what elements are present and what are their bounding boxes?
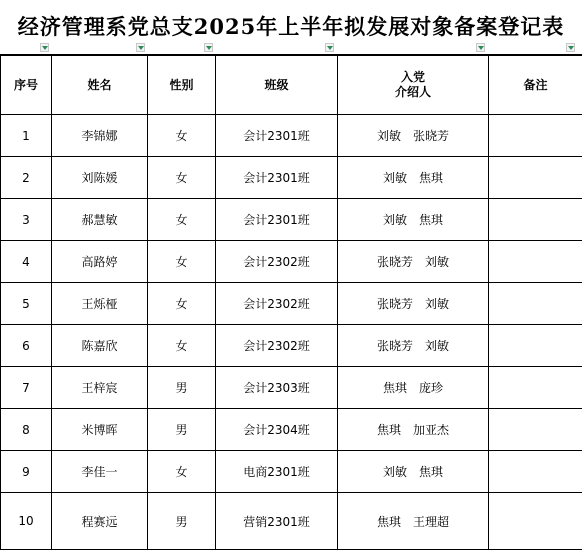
cell-name[interactable]: 李佳一 [52, 451, 148, 493]
title-row [0, 0, 582, 55]
cell-gender[interactable]: 女 [148, 283, 216, 325]
cell-index[interactable]: 3 [1, 199, 52, 241]
introducer-1: 刘敏 [382, 465, 407, 479]
cell-index[interactable]: 9 [1, 451, 52, 493]
cell-remark[interactable] [489, 451, 582, 493]
cell-remark[interactable] [489, 199, 582, 241]
cell-remark[interactable] [489, 325, 582, 367]
filter-dropdown-gender-icon[interactable] [204, 43, 213, 52]
sheet-title: 经济管理系党总支2025年上半年拟发展对象备案登记表 [17, 14, 565, 39]
header-index[interactable]: 序号 [1, 56, 52, 115]
cell-class[interactable]: 会计2302班 [216, 325, 338, 367]
introducer-2: 刘敏 [425, 297, 450, 311]
cell-name[interactable]: 刘陈媛 [52, 157, 148, 199]
introducer-2: 庞珍 [419, 381, 444, 395]
header-gender[interactable]: 性别 [148, 56, 216, 115]
header-name[interactable]: 姓名 [52, 56, 148, 115]
cell-class[interactable]: 会计2303班 [216, 367, 338, 409]
cell-index[interactable]: 10 [1, 493, 52, 550]
cell-index[interactable]: 1 [1, 115, 52, 157]
cell-introducer[interactable] [338, 157, 489, 199]
cell-introducer[interactable] [338, 451, 489, 493]
cell-name[interactable]: 程赛远 [52, 493, 148, 550]
cell-class[interactable]: 会计2301班 [216, 199, 338, 241]
cell-name[interactable]: 米博晖 [52, 409, 148, 451]
cell-index[interactable]: 2 [1, 157, 52, 199]
cell-gender[interactable]: 男 [148, 367, 216, 409]
cell-gender[interactable]: 男 [148, 409, 216, 451]
table-row [1, 115, 582, 157]
table-row [1, 157, 582, 199]
introducer-1: 张晓芳 [376, 255, 413, 269]
cell-name[interactable]: 李锦娜 [52, 115, 148, 157]
cell-remark[interactable] [489, 493, 582, 550]
table-row [1, 451, 582, 493]
cell-introducer[interactable] [338, 409, 489, 451]
cell-class[interactable]: 会计2301班 [216, 157, 338, 199]
table-row [1, 241, 582, 283]
cell-name[interactable]: 陈嘉欣 [52, 325, 148, 367]
cell-remark[interactable] [489, 367, 582, 409]
introducer-2: 王理超 [413, 514, 450, 529]
filter-dropdown-index-icon[interactable] [40, 43, 49, 52]
cell-introducer[interactable] [338, 115, 489, 157]
introducer-1: 刘敏 [382, 171, 407, 185]
cell-class[interactable]: 会计2302班 [216, 241, 338, 283]
cell-index[interactable]: 8 [1, 409, 52, 451]
cell-remark[interactable] [489, 283, 582, 325]
registration-table [0, 55, 582, 550]
introducer-1: 刘敏 [382, 213, 407, 227]
header-remark[interactable]: 备注 [489, 56, 582, 115]
filter-dropdown-introducer-icon[interactable] [476, 43, 485, 52]
cell-gender[interactable]: 女 [148, 325, 216, 367]
cell-class[interactable]: 营销2301班 [216, 493, 338, 550]
introducer-2: 张晓芳 [413, 129, 450, 143]
cell-class[interactable]: 会计2302班 [216, 283, 338, 325]
cell-class[interactable]: 电商2301班 [216, 451, 338, 493]
header-introducer[interactable] [338, 56, 489, 115]
introducer-1: 张晓芳 [376, 297, 413, 311]
cell-index[interactable]: 4 [1, 241, 52, 283]
cell-index[interactable]: 6 [1, 325, 52, 367]
cell-class[interactable]: 会计2301班 [216, 115, 338, 157]
table-row [1, 283, 582, 325]
cell-gender[interactable]: 女 [148, 199, 216, 241]
header-introducer-line2: 介绍人 [394, 85, 431, 99]
introducer-2: 刘敏 [425, 255, 450, 269]
introducer-2: 焦琪 [419, 213, 444, 227]
filter-dropdown-remark-icon[interactable] [566, 43, 575, 52]
header-introducer-line1: 入党 [400, 70, 425, 84]
cell-name[interactable]: 郝慧敏 [52, 199, 148, 241]
cell-remark[interactable] [489, 241, 582, 283]
cell-introducer[interactable] [338, 241, 489, 283]
cell-gender[interactable]: 女 [148, 451, 216, 493]
cell-remark[interactable] [489, 157, 582, 199]
cell-remark[interactable] [489, 115, 582, 157]
introducer-1: 刘敏 [376, 129, 401, 143]
header-row [1, 56, 582, 115]
introducer-1: 焦琪 [376, 514, 401, 529]
table-row [1, 199, 582, 241]
introducer-1: 张晓芳 [376, 339, 413, 353]
cell-introducer[interactable] [338, 283, 489, 325]
cell-index[interactable]: 5 [1, 283, 52, 325]
introducer-2: 焦琪 [419, 171, 444, 185]
table-row [1, 325, 582, 367]
introducer-1: 焦琪 [376, 423, 401, 437]
introducer-2: 焦琪 [419, 465, 444, 479]
table-row [1, 409, 582, 451]
cell-gender[interactable]: 女 [148, 115, 216, 157]
table-row [1, 493, 582, 550]
cell-name[interactable]: 高路婷 [52, 241, 148, 283]
cell-gender[interactable]: 男 [148, 493, 216, 550]
cell-remark[interactable] [489, 409, 582, 451]
filter-dropdown-name-icon[interactable] [136, 43, 145, 52]
cell-index[interactable]: 7 [1, 367, 52, 409]
cell-name[interactable]: 王烁桠 [52, 283, 148, 325]
cell-introducer[interactable] [338, 325, 489, 367]
cell-introducer[interactable] [338, 493, 489, 550]
introducer-1: 焦琪 [382, 381, 407, 395]
table-row [1, 367, 582, 409]
filter-dropdown-class-icon[interactable] [325, 43, 334, 52]
cell-introducer[interactable] [338, 199, 489, 241]
cell-gender[interactable]: 女 [148, 157, 216, 199]
header-class[interactable]: 班级 [216, 56, 338, 115]
cell-gender[interactable]: 女 [148, 241, 216, 283]
cell-name[interactable]: 王梓宸 [52, 367, 148, 409]
cell-introducer[interactable] [338, 367, 489, 409]
introducer-2: 加亚杰 [413, 423, 450, 437]
cell-class[interactable]: 会计2304班 [216, 409, 338, 451]
introducer-2: 刘敏 [425, 339, 450, 353]
